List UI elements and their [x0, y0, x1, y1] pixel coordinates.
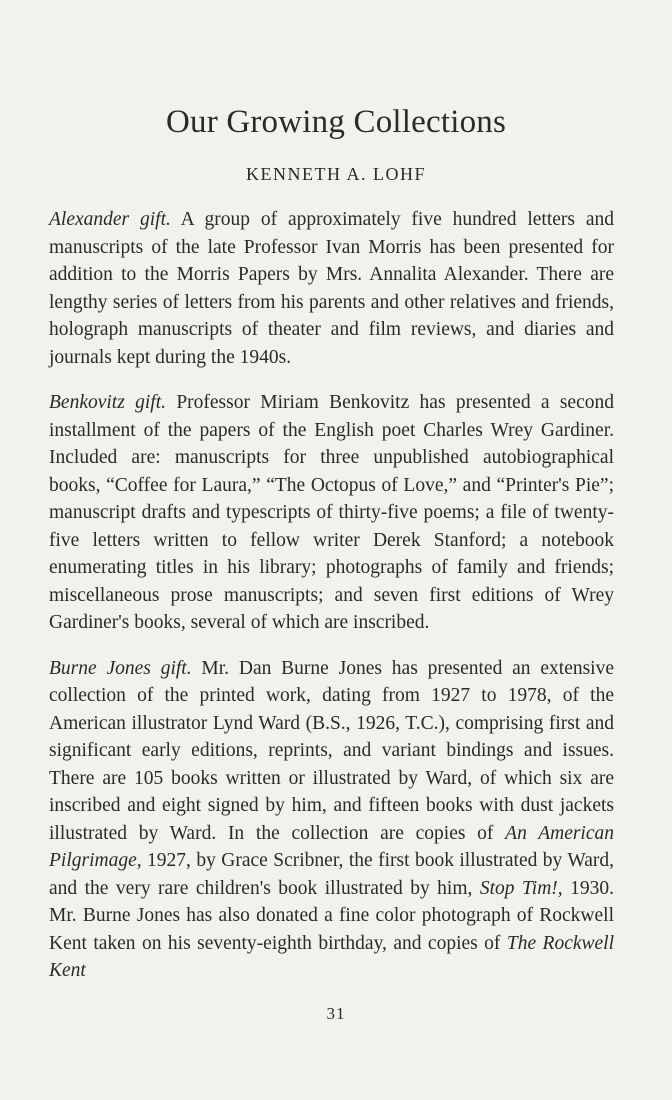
paragraph-text: 1930. Mr. Burne Jones has also donated a fine color photograph of Rockwell Kent taken on his seventy-eighth birthday, and copies of — [49, 877, 615, 954]
paragraph-text: Mr. Dan Burne Jones has presented an extensive collection of the printed work, dating from 1927 to 1978, of the American illustrator Lynd Ward (B.S., 1926, T.C.), comprising first and significant early editions, reprints, and variant bindings and issues. There are 105 books written or illustrated by Ward, of which six are inscribed and eight signed by him, and fifteen books with dust jackets illustrated by Ward. In the collection are copies of — [49, 657, 615, 844]
book-title: An American Pilgrimage, — [49, 822, 615, 871]
paragraph-text: 1927, by Grace Scribner, the first book illustrated by Ward, and the very rare children's book illustrated by him, — [49, 850, 614, 899]
paragraph-text: A group of approximately five hundred letters and manuscripts of the late Professor Ivan Morris has been presented for addition to the Morris Papers by Mrs. Annalita Alexander. There are lengthy series of letters from his parents and other relatives and friends, holograph manuscripts of theater and film reviews, and diaries and journals kept during the 1940s. — [49, 209, 615, 368]
paragraph-lead: Burne Jones gift. — [49, 657, 192, 679]
article-body — [49, 206, 614, 1003]
article-author: KENNETH A. LOHF — [246, 164, 426, 184]
article-title: Our Growing Collections — [165, 104, 507, 140]
page-number: 31 — [326, 1004, 346, 1023]
paragraph-lead: Alexander gift. — [49, 209, 171, 230]
paragraph-lead: Benkovitz gift. — [49, 392, 166, 413]
paragraph-benkovitz-gift — [49, 389, 614, 637]
book-title: Stop Tim!, — [479, 877, 563, 899]
book-title: The Rockwell Kent — [49, 932, 615, 981]
paragraph-burne-jones-gift — [49, 655, 614, 985]
paragraph-alexander-gift — [49, 206, 614, 371]
paragraph-text: Professor Miriam Benkovitz has presented a second installment of the papers of the English poet Charles Wrey Gardiner. Included are: manuscripts for three unpublished autobiographical books, “Coffee for Laura,” “The Octopus of Love,” and “Printer's Pie”; manuscript drafts and typescripts of thirty-five poems; a file of twenty-five letters written to fellow writer Derek Stanford; a notebook enumerating titles in his library; photographs of family and friends; miscellaneous prose manuscripts; and seven first editions of Wrey Gardiner's books, several of which are inscribed. — [49, 392, 614, 633]
